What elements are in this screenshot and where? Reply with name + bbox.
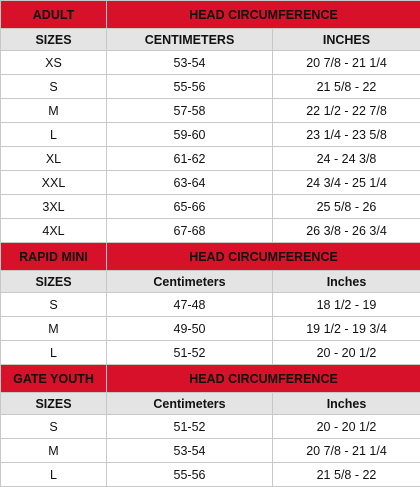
size-cell: L — [1, 341, 107, 365]
column-header: Inches — [273, 271, 420, 293]
column-header: INCHES — [273, 29, 420, 51]
inches-cell: 24 3/4 - 25 1/4 — [273, 171, 420, 195]
inches-cell: 22 1/2 - 22 7/8 — [273, 99, 420, 123]
centimeters-cell: 55-56 — [107, 75, 273, 99]
inches-cell: 21 5/8 - 22 — [273, 463, 420, 487]
size-cell: L — [1, 463, 107, 487]
centimeters-cell: 55-56 — [107, 463, 273, 487]
inches-cell: 25 5/8 - 26 — [273, 195, 420, 219]
centimeters-cell: 49-50 — [107, 317, 273, 341]
centimeters-cell: 51-52 — [107, 415, 273, 439]
size-cell: XS — [1, 51, 107, 75]
table-row — [1, 147, 420, 171]
category-label: GATE YOUTH — [1, 365, 107, 393]
centimeters-cell: 65-66 — [107, 195, 273, 219]
centimeters-cell: 51-52 — [107, 341, 273, 365]
centimeters-cell: 67-68 — [107, 219, 273, 243]
size-cell: XL — [1, 147, 107, 171]
table-row — [1, 415, 420, 439]
section-header-row — [1, 243, 420, 271]
column-header: Centimeters — [107, 393, 273, 415]
section-header-row — [1, 365, 420, 393]
table-row — [1, 75, 420, 99]
column-header-row — [1, 393, 420, 415]
inches-cell: 26 3/8 - 26 3/4 — [273, 219, 420, 243]
table-row — [1, 171, 420, 195]
size-cell: S — [1, 75, 107, 99]
size-cell: S — [1, 293, 107, 317]
size-cell: M — [1, 439, 107, 463]
centimeters-cell: 47-48 — [107, 293, 273, 317]
table-row — [1, 99, 420, 123]
section-header-row — [1, 1, 420, 29]
inches-cell: 24 - 24 3/8 — [273, 147, 420, 171]
size-cell: 4XL — [1, 219, 107, 243]
size-cell: L — [1, 123, 107, 147]
inches-cell: 20 - 20 1/2 — [273, 341, 420, 365]
size-cell: 3XL — [1, 195, 107, 219]
inches-cell: 20 7/8 - 21 1/4 — [273, 51, 420, 75]
table-row — [1, 463, 420, 487]
centimeters-cell: 53-54 — [107, 51, 273, 75]
table-row — [1, 219, 420, 243]
inches-cell: 23 1/4 - 23 5/8 — [273, 123, 420, 147]
measurement-header: HEAD CIRCUMFERENCE — [107, 243, 420, 271]
column-header: Inches — [273, 393, 420, 415]
table-row — [1, 439, 420, 463]
table-row — [1, 123, 420, 147]
measurement-header: HEAD CIRCUMFERENCE — [107, 1, 420, 29]
centimeters-cell: 59-60 — [107, 123, 273, 147]
size-cell: S — [1, 415, 107, 439]
inches-cell: 20 - 20 1/2 — [273, 415, 420, 439]
table-row — [1, 293, 420, 317]
measurement-header: HEAD CIRCUMFERENCE — [107, 365, 420, 393]
column-header: Centimeters — [107, 271, 273, 293]
category-label: RAPID MINI — [1, 243, 107, 271]
table-row — [1, 51, 420, 75]
centimeters-cell: 63-64 — [107, 171, 273, 195]
column-header: CENTIMETERS — [107, 29, 273, 51]
column-header: SIZES — [1, 271, 107, 293]
size-cell: M — [1, 317, 107, 341]
inches-cell: 18 1/2 - 19 — [273, 293, 420, 317]
column-header: SIZES — [1, 29, 107, 51]
centimeters-cell: 57-58 — [107, 99, 273, 123]
inches-cell: 20 7/8 - 21 1/4 — [273, 439, 420, 463]
column-header: SIZES — [1, 393, 107, 415]
table-row — [1, 341, 420, 365]
size-cell: XXL — [1, 171, 107, 195]
column-header-row — [1, 29, 420, 51]
column-header-row — [1, 271, 420, 293]
inches-cell: 19 1/2 - 19 3/4 — [273, 317, 420, 341]
centimeters-cell: 61-62 — [107, 147, 273, 171]
size-cell: M — [1, 99, 107, 123]
centimeters-cell: 53-54 — [107, 439, 273, 463]
table-row — [1, 195, 420, 219]
category-label: ADULT — [1, 1, 107, 29]
table-row — [1, 317, 420, 341]
inches-cell: 21 5/8 - 22 — [273, 75, 420, 99]
